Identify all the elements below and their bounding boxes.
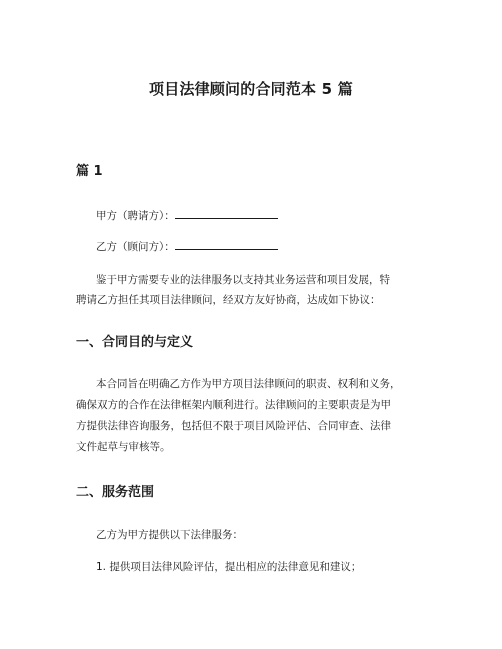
document-title: 项目法律顾问的合同范本 5 篇 <box>149 80 353 98</box>
section2-intro: 乙方为甲方提供以下法律服务： <box>96 529 243 541</box>
party-b-label: 乙方（顾问方）： <box>96 241 175 253</box>
section2-heading: 二、服务范围 <box>76 485 155 500</box>
section2-item-1: 1. 提供项目法律风险评估，提出相应的法律意见和建议； <box>96 561 362 573</box>
intro-line-1: 鉴于甲方需要专业的法律服务以支持其业务运营和项目发展，特 <box>96 274 390 286</box>
intro-line-2: 聘请乙方担任其项目法律顾问，经双方友好协商，达成如下协议： <box>76 294 381 306</box>
section1-line-4: 文件起草与审核等。 <box>76 441 171 453</box>
party-a-line <box>96 206 278 226</box>
party-b-blank <box>175 238 278 250</box>
part-heading: 篇 1 <box>76 164 103 179</box>
section1-line-2: 确保双方的合作在法律框架内顺利进行。法律顾问的主要职责是为甲 <box>76 399 391 411</box>
section1-line-3: 方提供法律咨询服务，包括但不限于项目风险评估、合同审查、法律 <box>76 420 391 432</box>
section1-heading: 一、合同目的与定义 <box>76 335 194 350</box>
section1-line-1: 本合同旨在明确乙方作为甲方项目法律顾问的职责、权利和义务， <box>96 378 401 390</box>
party-a-blank <box>175 207 278 219</box>
party-b-line <box>96 237 278 257</box>
party-a-label: 甲方（聘请方）： <box>96 210 175 222</box>
